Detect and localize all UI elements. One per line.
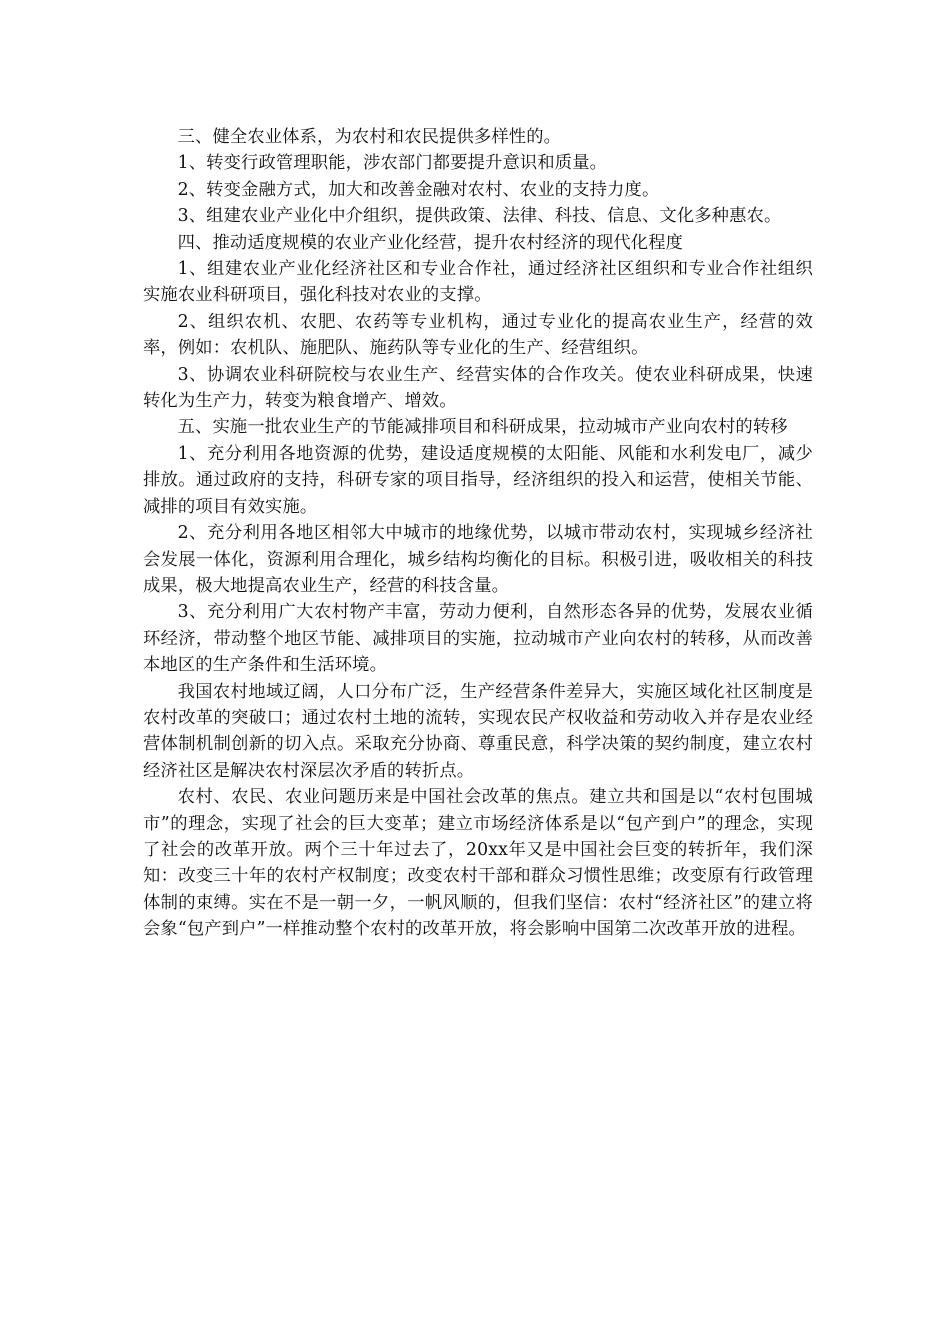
heading-section-3: 三、健全农业体系，为农村和农民提供多样性的。 (177, 127, 562, 147)
paragraph: 3、组建农业产业化中介组织，提供政策、法律、科技、信息、文化多种惠农。 (177, 206, 782, 227)
paragraph: 3、协调农业科研院校与农业生产、经营实体的合作攻关。使农业科研成果，快速转化为生产力，转变为粮食增产、增效。 (143, 364, 813, 412)
heading-section-4: 四、推动适度规模的农业产业化经营，提升农村经济的现代化程度 (177, 232, 684, 253)
paragraph: 2、组织农机、农肥、农药等专业机构，通过专业化的提高农业生产，经营的效率，例如：农机队、施肥队、施药队等专业化的生产、经营组织。 (143, 311, 813, 359)
paragraph: 农村、农民、农业问题历来是中国社会改革的焦点。建立共和国是以“农村包围城市”的理念，实现了社会的巨大变革；建立市场经济体系是以“包产到户”的理念，实现了社会的改革开放。两个三十年过去了，20xx年又是中国社会巨变的转折年，我们深知：改变三十年的农村产权制度；改变农村干部和群众习惯性思维；改变原有行政管理体制的束缚。实在不是一朝一夕，一帆风顺的，但我们坚信：农村“经济社区”的建立将会象“包产到户”一样推动整个农村的改革开放，将会影响中国第二次改革开放的进程。 (143, 787, 813, 940)
heading-section-5: 五、实施一批农业生产的节能减排项目和科研成果，拉动城市产业向农村的转移 (177, 417, 788, 438)
paragraph: 3、充分利用广大农村物产丰富，劳动力便利，自然形态各异的优势，发展农业循环经济，带动整个地区节能、减排项目的实施，拉动城市产业向农村的转移，从而改善本地区的生产条件和生活环境。 (143, 602, 813, 676)
document-body (143, 124, 813, 943)
paragraph: 我国农村地域辽阔，人口分布广泛，生产经营条件差异大，实施区域化社区制度是农村改革的突破口；通过农村土地的流转，实现农民产权收益和劳动收入并存是农业经营体制机制创新的切入点。采取充分协商、尊重民意，科学决策的契约制度，建立农村经济社区是解决农村深层次矛盾的转折点。 (143, 681, 813, 781)
paragraph: 1、充分利用各地资源的优势，建设适度规模的太阳能、风能和水利发电厂，减少排放。通过政府的支持，科研专家的项目指导，经济组织的投入和运营，使相关节能、减排的项目有效实施。 (143, 443, 813, 517)
paragraph: 1、转变行政管理职能，涉农部门都要提升意识和质量。 (177, 153, 608, 174)
paragraph: 2、充分利用各地区相邻大中城市的地缘优势，以城市带动农村，实现城乡经济社会发展一体化，资源利用合理化，城乡结构均衡化的目标。积极引进，吸收相关的科技成果，极大地提高农业生产，经营的科技含量。 (143, 523, 813, 596)
paragraph: 2、转变金融方式，加大和改善金融对农村、农业的支持力度。 (177, 179, 660, 200)
paragraph: 1、组建农业产业化经济社区和专业合作社，通过经济社区组织和专业合作社组织实施农业科研项目，强化科技对农业的支撑。 (143, 259, 813, 306)
